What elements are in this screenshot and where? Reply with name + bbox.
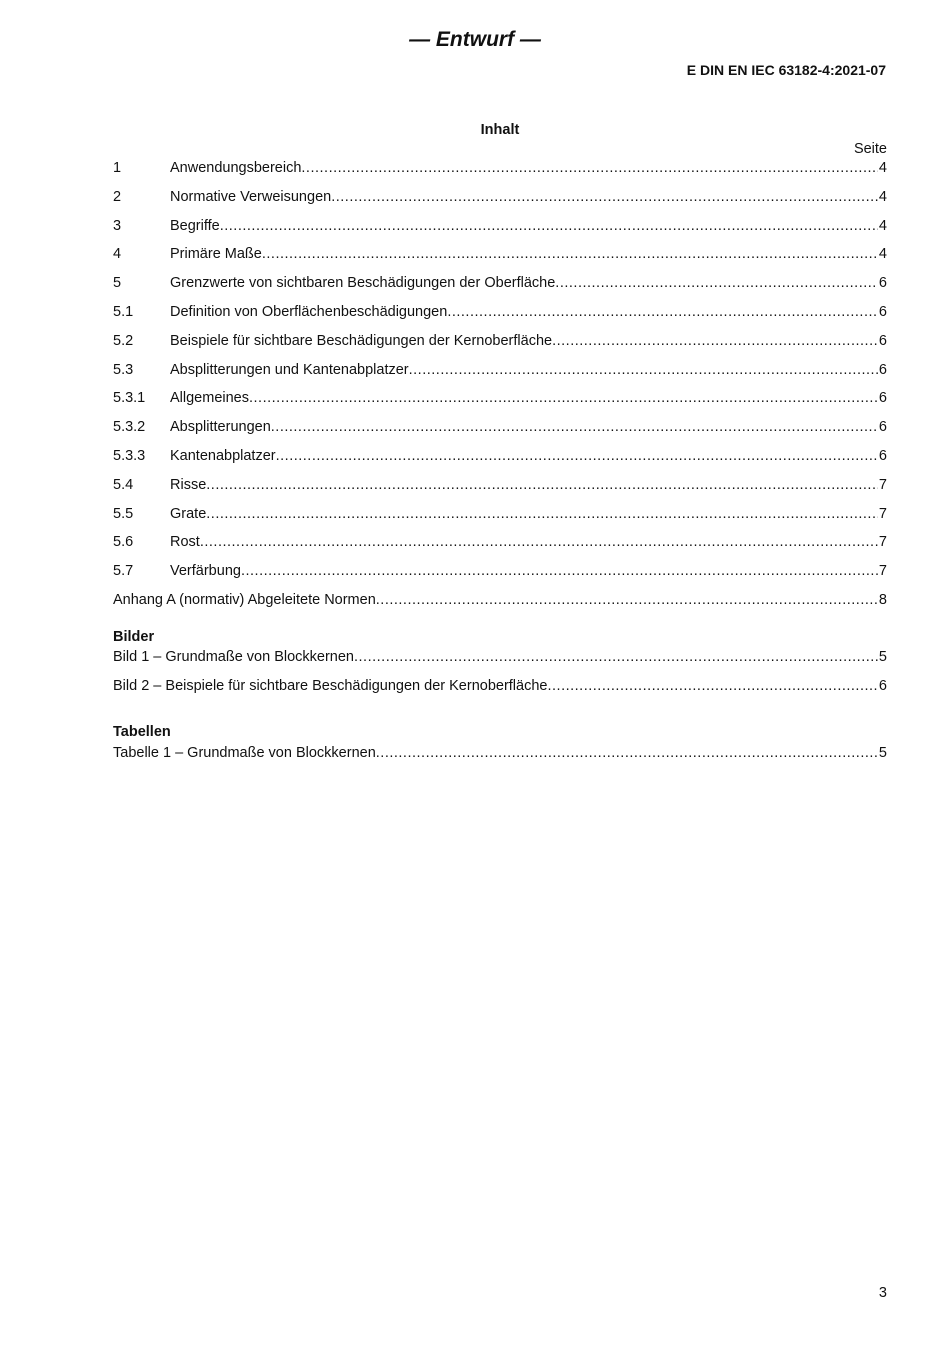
- dot-leader: [376, 590, 878, 610]
- toc-entry-number: 5: [113, 275, 122, 292]
- toc-entry-page: 6: [878, 361, 887, 378]
- toc-entry-page: 7: [878, 505, 887, 522]
- table-entry-title: Tabelle 1 – Grundmaße von Blockkernen: [113, 745, 376, 761]
- toc-entry-page: 6: [878, 303, 887, 320]
- figure-entry-title: Bild 2 – Beispiele für sichtbare Beschädigungen der Kernoberfläche: [113, 677, 548, 694]
- toc-entry-page: 6: [878, 419, 887, 436]
- toc-entry-5[interactable]: [113, 273, 887, 302]
- toc-entry-annex-a[interactable]: [113, 590, 887, 619]
- toc-heading: Inhalt: [480, 122, 520, 138]
- dot-leader: [220, 216, 878, 236]
- document-id: E DIN EN IEC 63182-4:2021-07: [686, 62, 886, 78]
- tables-heading: Tabellen: [113, 724, 171, 740]
- dot-leader: [552, 331, 878, 351]
- dot-leader: [447, 302, 878, 322]
- toc-entry-number: 2: [113, 188, 122, 205]
- dot-leader: [547, 676, 877, 696]
- toc-entry-number: 5.3.2: [113, 419, 146, 436]
- toc-entry-number: 5.6: [113, 534, 134, 551]
- toc-entry-page: 4: [878, 217, 887, 234]
- figure-entry-1[interactable]: [113, 647, 887, 676]
- toc-entry-page: 6: [878, 447, 887, 464]
- toc-entry-page: 7: [878, 563, 887, 580]
- toc-entry-number: 5.2: [113, 332, 134, 349]
- toc-entry-number: 5.4: [113, 476, 134, 493]
- dot-leader: [354, 647, 878, 667]
- toc-entry-page: 7: [878, 476, 887, 493]
- toc-entry-title: Definition von Oberflächenbeschädigungen: [170, 303, 448, 320]
- toc-entry-page: 6: [878, 332, 887, 349]
- toc-entry-number: 5.1: [113, 303, 134, 320]
- toc-entry-page: 8: [878, 591, 887, 608]
- tables-list: [113, 743, 887, 772]
- toc-entry-3[interactable]: [113, 216, 887, 245]
- toc-entry-title: Anwendungsbereich: [170, 160, 302, 176]
- dot-leader: [200, 532, 878, 552]
- toc-entry-5-3-1[interactable]: [113, 388, 887, 417]
- toc-entry-4[interactable]: [113, 244, 887, 273]
- toc-entry-title: Absplitterungen: [170, 419, 271, 436]
- toc-entry-title: Grenzwerte von sichtbaren Beschädigungen der Oberfläche: [170, 275, 556, 292]
- dot-leader: [409, 360, 878, 380]
- toc-entry-5-3[interactable]: [113, 360, 887, 389]
- toc-entry-5-6[interactable]: [113, 532, 887, 561]
- page-number: 3: [878, 1285, 887, 1301]
- dot-leader: [241, 561, 878, 581]
- toc-entry-title: Begriffe: [170, 217, 220, 234]
- toc-entry-title: Rost: [170, 534, 200, 551]
- toc-entry-title: Grate: [170, 505, 207, 522]
- toc-entry-page: 6: [878, 390, 887, 407]
- toc-entry-number: 5.3.1: [113, 390, 146, 407]
- table-of-contents: [113, 158, 887, 619]
- toc-entry-5-3-3[interactable]: [113, 446, 887, 475]
- toc-entry-title: Beispiele für sichtbare Beschädigungen der Kernoberfläche: [170, 332, 553, 349]
- dot-leader: [206, 504, 878, 524]
- dot-leader: [249, 388, 878, 408]
- toc-entry-number: 1: [113, 160, 122, 176]
- dot-leader: [271, 417, 878, 437]
- table-entry-page: 5: [878, 745, 887, 761]
- toc-entry-page: 6: [878, 275, 887, 292]
- figure-entry-page: 5: [878, 649, 887, 665]
- toc-entry-1[interactable]: [113, 158, 887, 187]
- table-entry-1[interactable]: [113, 743, 887, 772]
- figures-heading: Bilder: [113, 629, 155, 645]
- toc-entry-title: Verfärbung: [170, 563, 241, 580]
- dot-leader: [262, 244, 878, 264]
- toc-entry-title: Kantenabplatzer: [170, 447, 276, 464]
- toc-entry-page: 7: [878, 534, 887, 551]
- toc-entry-title: Risse: [170, 476, 207, 493]
- toc-entry-number: 3: [113, 217, 122, 234]
- figure-entry-page: 6: [878, 677, 887, 694]
- toc-entry-title: Normative Verweisungen: [170, 188, 332, 205]
- toc-entry-title: Primäre Maße: [170, 246, 262, 263]
- toc-entry-title: Allgemeines: [170, 390, 249, 407]
- toc-entry-number: 4: [113, 246, 122, 263]
- toc-entry-page: 4: [878, 188, 887, 205]
- figure-entry-title: Bild 1 – Grundmaße von Blockkernen: [113, 649, 354, 665]
- dot-leader: [555, 273, 878, 293]
- figure-entry-2[interactable]: [113, 676, 887, 705]
- toc-entry-5-7[interactable]: [113, 561, 887, 590]
- toc-entry-5-1[interactable]: [113, 302, 887, 331]
- dot-leader: [276, 446, 878, 466]
- draft-title: — Entwurf —: [409, 28, 541, 51]
- toc-entry-page: 4: [878, 160, 887, 176]
- dot-leader: [301, 158, 878, 178]
- page-column-label: Seite: [853, 141, 887, 157]
- toc-entry-page: 4: [878, 246, 887, 263]
- toc-entry-5-2[interactable]: [113, 331, 887, 360]
- toc-entry-title: Absplitterungen und Kantenabplatzer: [170, 361, 409, 378]
- toc-entry-title: Anhang A (normativ) Abgeleitete Normen: [113, 591, 376, 608]
- toc-entry-2[interactable]: [113, 187, 887, 216]
- figures-list: [113, 647, 887, 705]
- toc-entry-number: 5.5: [113, 505, 134, 522]
- dot-leader: [376, 743, 878, 763]
- toc-entry-number: 5.3.3: [113, 447, 146, 464]
- dot-leader: [331, 187, 878, 207]
- dot-leader: [206, 475, 878, 495]
- toc-entry-5-4[interactable]: [113, 475, 887, 504]
- toc-entry-5-5[interactable]: [113, 504, 887, 533]
- toc-entry-number: 5.3: [113, 361, 134, 378]
- toc-entry-5-3-2[interactable]: [113, 417, 887, 446]
- toc-entry-number: 5.7: [113, 563, 134, 580]
